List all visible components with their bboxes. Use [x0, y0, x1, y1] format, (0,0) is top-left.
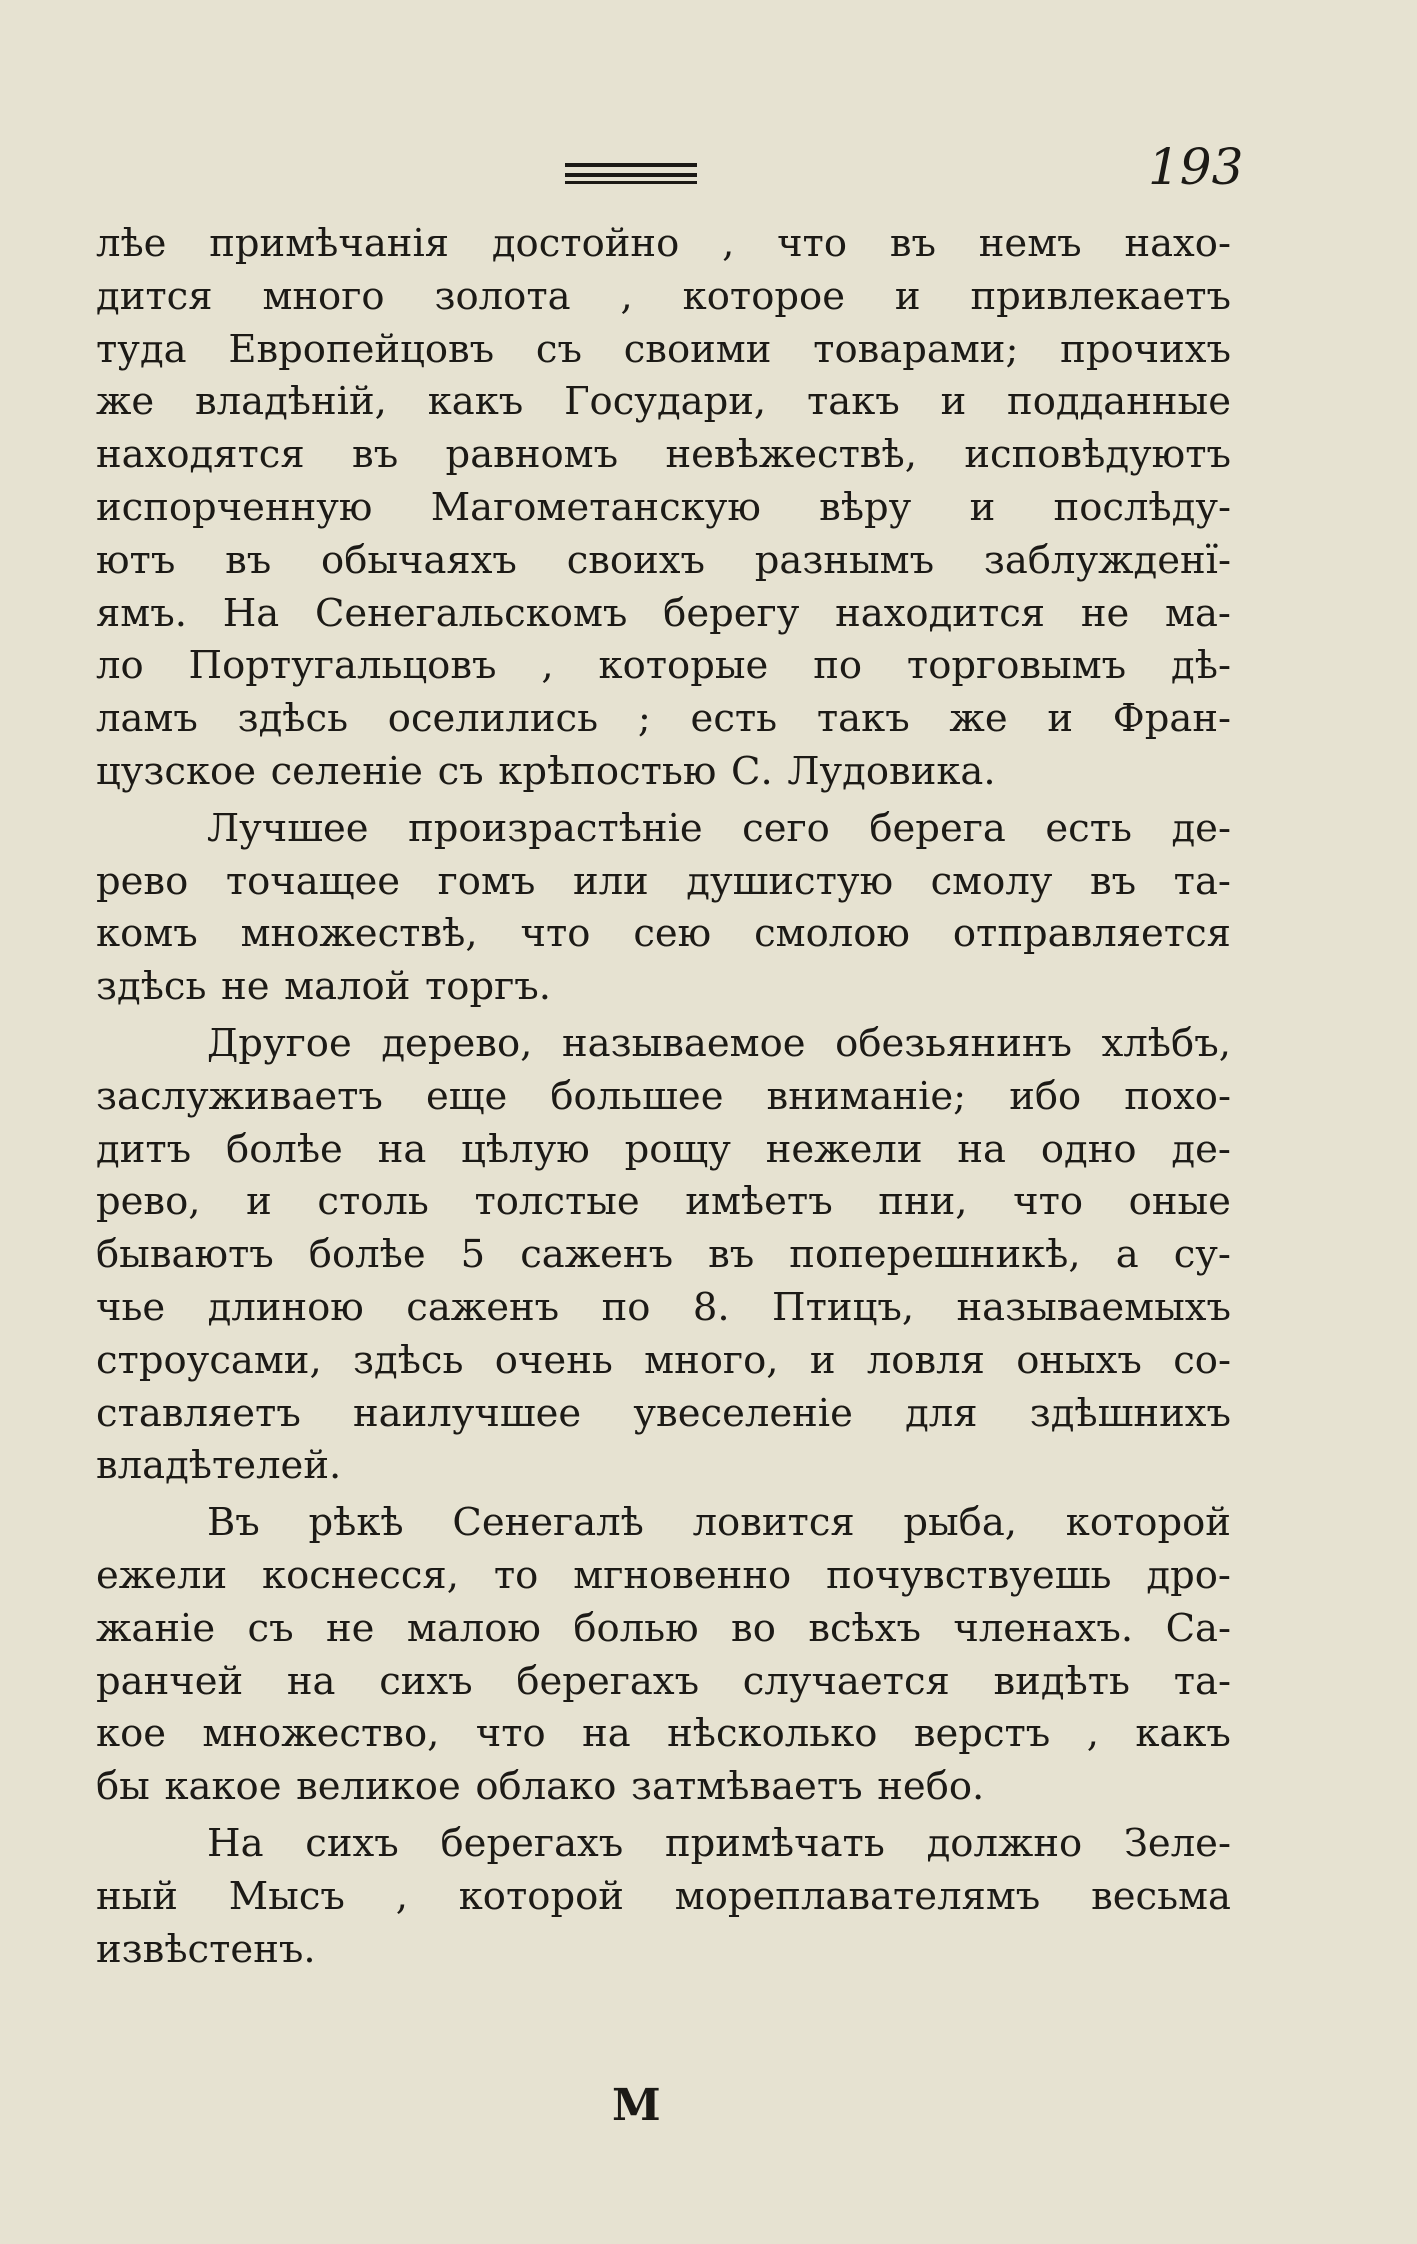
text-line: дитъ болѣе на цѣлую рощу нежели на одно де- [96, 1126, 1231, 1172]
text-line: кое множество, что на нѣсколько верстъ , какъ [96, 1711, 1231, 1757]
text-line: рево точащее гомъ или душистую смолу въ та- [96, 858, 1231, 904]
text-line: жаніе съ не малою болью во всѣхъ членахъ. Са- [96, 1605, 1231, 1651]
header-rule [565, 163, 697, 167]
text-line: Въ рѣкѣ Сенегалѣ ловится рыба, которой [207, 1500, 1231, 1546]
text-line: бы какое великое облако затмѣваетъ небо. [96, 1764, 985, 1810]
text-line: здѣсь не малой торгъ. [96, 964, 552, 1010]
text-line: ютъ въ обычаяхъ своихъ разнымъ заблужденї- [96, 537, 1231, 583]
text-line: На сихъ берегахъ примѣчать должно Зеле- [207, 1820, 1231, 1866]
text-line: Другое дерево, называемое обезьянинъ хлѣбъ, [207, 1020, 1231, 1066]
text-line: цузское селеніе съ крѣпостью С. Лудовика. [96, 748, 996, 794]
text-line: чье длиною саженъ по 8. Птицъ, называемыхъ [96, 1284, 1231, 1330]
text-line: испорченную Магометанскую вѣру и послѣду- [96, 484, 1231, 530]
text-line: ставляетъ наилучшее увеселеніе для здѣшнихъ [96, 1390, 1231, 1436]
text-line: дится много золота , которое и привлекаетъ [96, 273, 1231, 319]
page-number: 193 [1148, 138, 1244, 196]
text-line: ло Португальцовъ , которые по торговымъ дѣ- [96, 643, 1231, 689]
text-line: строусами, здѣсь очень много, и ловля оныхъ со- [96, 1337, 1231, 1383]
signature-mark: М [612, 2080, 661, 2131]
text-line: ямъ. На Сенегальскомъ берегу находится не ма- [96, 590, 1231, 636]
text-line: извѣстенъ. [96, 1926, 316, 1972]
text-line: рево, и столь толстые имѣетъ пни, что оные [96, 1179, 1231, 1225]
text-line: туда Европейцовъ съ своими товарами; прочихъ [96, 326, 1231, 372]
text-line: ламъ здѣсь оселились ; есть такъ же и Фран- [96, 696, 1231, 742]
text-line: ежели коснесся, то мгновенно почувствуешь дро- [96, 1552, 1231, 1598]
text-line: Лучшее произрастѣніе сего берега есть де- [207, 805, 1231, 851]
text-line: ный Мысъ , которой мореплавателямъ весьма [96, 1873, 1231, 1919]
text-line: комъ множествѣ, что сею смолою отправляется [96, 911, 1231, 957]
header-rule [565, 173, 697, 177]
text-line: же владѣній, какъ Государи, такъ и подданные [96, 379, 1231, 425]
text-line: владѣтелей. [96, 1443, 342, 1489]
body-text [96, 218, 1231, 1976]
text-line: находятся въ равномъ невѣжествѣ, исповѣдуютъ [96, 432, 1231, 478]
text-line: заслуживаетъ еще большее вниманіе; ибо похо- [96, 1073, 1231, 1119]
text-line: ранчей на сихъ берегахъ случается видѣть та- [96, 1658, 1231, 1704]
text-line: бываютъ болѣе 5 саженъ въ поперешникѣ, а су- [96, 1232, 1231, 1278]
header-rule [565, 181, 697, 184]
text-line: лѣе примѣчанія достойно , что въ немъ нахо- [96, 221, 1231, 266]
